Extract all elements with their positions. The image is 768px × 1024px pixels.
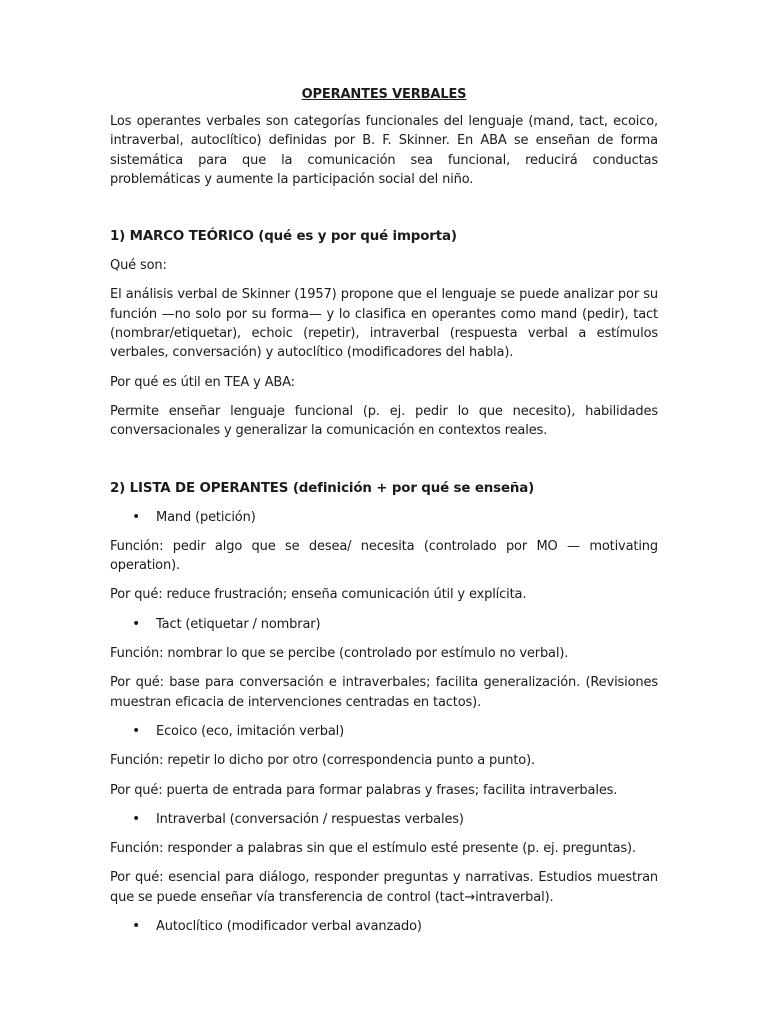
ecoico-funcion: Función: repetir lo dicho por otro (correspondencia punto a punto).	[110, 753, 535, 769]
bullet-label: Ecoico (eco, imitación verbal)	[156, 723, 345, 739]
util-paragraph: Permite enseñar lenguaje funcional (p. ej. pedir lo que necesito), habilidades conversacionales y generalizar la comunicación en contextos reales.	[110, 403, 658, 439]
document-page	[110, 84, 658, 946]
util-label: Por qué es útil en TEA y ABA:	[110, 374, 295, 390]
tact-porque: Por qué: base para conversación e intraverbales; facilita generalización. (Revisiones muestran eficacia de intervenciones centradas en tactos).	[110, 675, 658, 710]
tact-funcion: Función: nombrar lo que se percibe (controlado por estímulo no verbal).	[110, 646, 569, 662]
bullet-icon: •	[132, 508, 141, 525]
bullet-item-mand	[110, 508, 658, 527]
bullet-icon: •	[132, 810, 141, 827]
intraverbal-porque: Por qué: esencial para diálogo, responder preguntas y narrativas. Estudios muestran que se puede enseñar vía transferencia de control (tact→intraverbal).	[110, 870, 658, 905]
ecoico-porque: Por qué: puerta de entrada para formar palabras y frases; facilita intraverbales.	[110, 782, 618, 798]
que-son-label: Qué son:	[110, 258, 167, 274]
bullet-icon: •	[132, 918, 141, 935]
intro-paragraph: Los operantes verbales son categorías funcionales del lenguaje (mand, tact, ecoico, intraverbal, autoclítico) definidas por B. F. Skinner. En ABA se enseñan de forma sistemática para que la comunicación sea funcional, reducirá conductas problemáticas y aumente la participación social del niño.	[110, 114, 658, 187]
mand-porque: Por qué: reduce frustración; enseña comunicación útil y explícita.	[110, 587, 527, 603]
document-title: OPERANTES VERBALES	[301, 87, 467, 102]
section-1-heading: 1) MARCO TEÓRICO (qué es y por qué importa)	[110, 229, 457, 245]
que-son-paragraph: El análisis verbal de Skinner (1957) propone que el lenguaje se puede analizar por su función —no solo por su forma— y lo clasifica en operantes como mand (pedir), tact (nombrar/etiquetar), echoic (repetir), intraverbal (respuesta verbal a estímulos verbales, conversación) y autoclítico (modificadores del habla).	[110, 287, 658, 361]
bullet-item-autoclitico	[110, 917, 658, 936]
bullet-icon: •	[132, 722, 141, 739]
bullet-icon: •	[132, 615, 141, 632]
section-2-heading: 2) LISTA DE OPERANTES (definición + por qué se enseña)	[110, 480, 535, 496]
bullet-label: Tact (etiquetar / nombrar)	[156, 616, 321, 632]
bullet-item-tact	[110, 615, 658, 634]
bullet-label: Autoclítico (modificador verbal avanzado)	[156, 919, 422, 935]
bullet-item-ecoico	[110, 722, 658, 741]
bullet-label: Mand (petición)	[156, 509, 256, 525]
mand-funcion: Función: pedir algo que se desea/ necesita (controlado por MO — motivating operation).	[110, 538, 658, 574]
bullet-item-intraverbal	[110, 810, 658, 829]
bullet-label: Intraverbal (conversación / respuestas verbales)	[156, 811, 464, 827]
intraverbal-funcion: Función: responder a palabras sin que el estímulo esté presente (p. ej. preguntas).	[110, 841, 636, 857]
